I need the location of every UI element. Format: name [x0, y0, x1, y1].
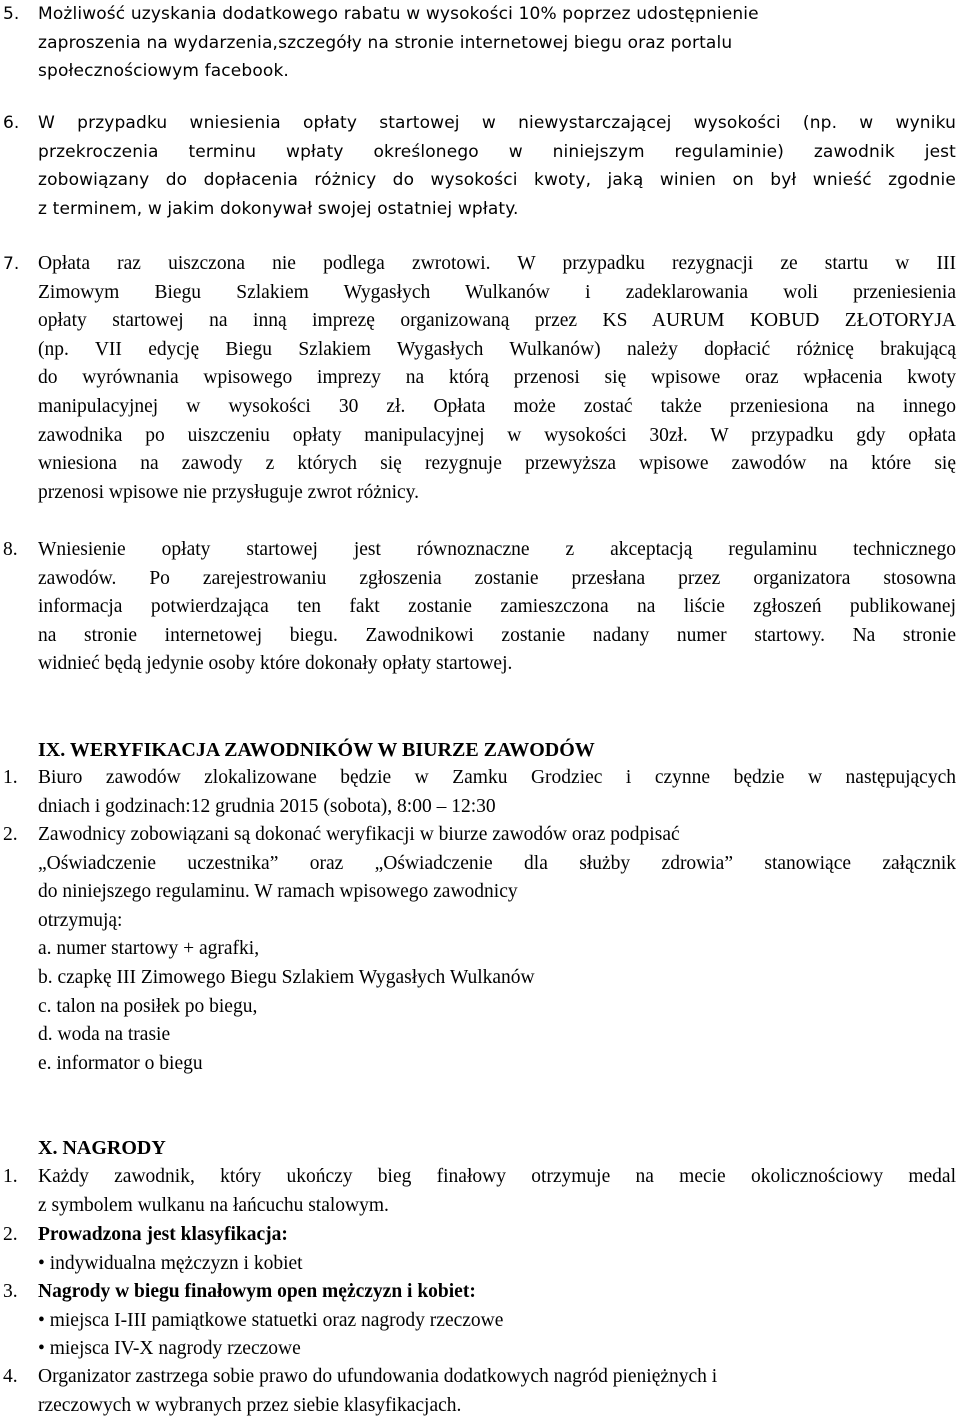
- text-line: zawodów. Po zarejestrowaniu zgłoszenia zostanie przesłana przez organizatora stosowna: [38, 567, 956, 589]
- item-number: 5.: [3, 4, 20, 24]
- text-line: W przypadku wniesienia opłaty startowej w niewystarczającej wysokości (np. w wyniku: [38, 113, 956, 133]
- text-line: • miejsca I-III pamiątkowe statuetki oraz nagrody rzeczowe: [38, 1309, 504, 1331]
- text-line: Prowadzona jest klasyfikacja:: [38, 1224, 288, 1245]
- text-line: e. informator o biegu: [38, 1052, 203, 1074]
- item-number: 7.: [3, 254, 20, 274]
- text-line: otrzymują:: [38, 909, 123, 931]
- text-line: z symbolem wulkanu na łańcuchu stalowym.: [38, 1194, 389, 1216]
- text-line: Wniesienie opłaty startowej jest równoznaczne z akceptacją regulaminu technicznego: [38, 539, 956, 560]
- section-heading: X. NAGRODY: [38, 1137, 166, 1159]
- text-line: do niniejszego regulaminu. W ramach wpisowego zawodnicy: [38, 881, 518, 903]
- item-text: [38, 536, 956, 679]
- text-line: Zawodnicy zobowiązani są dokonać weryfikacji w biurze zawodów oraz podpisać: [38, 824, 680, 845]
- text-line: „Oświadczenie uczestnika” oraz „Oświadczenie dla służby zdrowia” stanowiące załącznik: [38, 852, 956, 874]
- text-line: widnieć będą jedynie osoby które dokonały opłaty startowej.: [38, 653, 513, 675]
- item-number: 2.: [3, 1224, 18, 1245]
- text-line: do wyrównania wpisowego imprezy na którą przenosi się wpisowe oraz wpłacenia kwoty: [38, 367, 956, 389]
- text-line: społecznościowym facebook.: [38, 61, 289, 82]
- item-text: [38, 1278, 956, 1364]
- item-text: [38, 1221, 956, 1278]
- text-line: Zimowym Biegu Szlakiem Wygasłych Wulkanów i zadeklarowania woli przeniesienia: [38, 281, 956, 303]
- item-number: 4.: [3, 1366, 18, 1387]
- text-line: rzeczowych w wybranych przez siebie klasyfikacjach.: [38, 1394, 462, 1416]
- item-number: 8.: [3, 539, 18, 560]
- item-text: [38, 250, 956, 507]
- text-line: zaproszenia na wydarzenia,szczegóły na stronie internetowej biegu oraz portalu: [38, 32, 733, 53]
- text-line: dniach i godzinach:12 grudnia 2015 (sobota), 8:00 – 12:30: [38, 795, 496, 817]
- item-text: [38, 821, 956, 1078]
- text-line: Biuro zawodów zlokalizowane będzie w Zamku Grodziec i czynne będzie w następujących: [38, 767, 956, 788]
- text-line: przenosi wpisowe nie przysługuje zwrot różnicy.: [38, 481, 420, 503]
- text-line: wniesiona na zawody z których się rezygnuje przewyższa wpisowe zawodów na które się: [38, 453, 956, 475]
- item-text: [38, 0, 956, 86]
- text-line: z terminem, w jakim dokonywał swojej ostatniej wpłaty.: [38, 198, 519, 219]
- item-number: 6.: [3, 113, 20, 133]
- item-number: 3.: [3, 1281, 18, 1302]
- text-line: (np. VII edycję Biegu Szlakiem Wygasłych Wulkanów) należy dopłacić różnicę brakującą: [38, 338, 956, 360]
- text-line: Opłata raz uiszczona nie podlega zwrotowi. W przypadku rezygnacji ze startu w III: [38, 253, 956, 274]
- section-heading: IX. WERYFIKACJA ZAWODNIKÓW W BIURZE ZAWODÓW: [38, 739, 595, 761]
- text-line: Nagrody w biegu finałowym open mężczyzn i kobiet:: [38, 1281, 476, 1302]
- text-line: • indywidualna mężczyzn i kobiet: [38, 1252, 303, 1274]
- item-text: [38, 1363, 956, 1420]
- text-line: zobowiązany do dopłacenia różnicy do wysokości kwoty, jaką winien on był wnieść zgodnie: [38, 170, 956, 191]
- item-number: 1.: [3, 1166, 18, 1187]
- text-line: informacja potwierdzająca ten fakt zostanie zamieszczona na liście zgłoszeń publikowanej: [38, 596, 956, 618]
- text-line: zawodnika po uiszczeniu opłaty manipulacyjnej w wysokości 30zł. W przypadku gdy opłata: [38, 424, 956, 446]
- item-text: [38, 1163, 956, 1220]
- item-text: [38, 109, 956, 223]
- text-line: c. talon na posiłek po biegu,: [38, 995, 258, 1017]
- text-line: na stronie internetowej biegu. Zawodnikowi zostanie nadany numer startowy. Na stronie: [38, 624, 956, 646]
- item-text: [38, 764, 956, 821]
- item-number: 2.: [3, 824, 18, 845]
- text-line: Organizator zastrzega sobie prawo do ufundowania dodatkowych nagród pieniężnych i: [38, 1366, 718, 1387]
- text-line: b. czapkę III Zimowego Biegu Szlakiem Wygasłych Wulkanów: [38, 966, 535, 988]
- text-line: Każdy zawodnik, który ukończy bieg finałowy otrzymuje na mecie okolicznościowy medal: [38, 1166, 956, 1187]
- text-line: Możliwość uzyskania dodatkowego rabatu w wysokości 10% poprzez udostępnienie: [38, 4, 759, 24]
- text-line: • miejsca IV-X nagrody rzeczowe: [38, 1338, 301, 1360]
- item-number: 1.: [3, 767, 18, 788]
- text-line: przekroczenia terminu wpłaty określonego w niniejszym regulaminie) zawodnik jest: [38, 141, 956, 162]
- text-line: opłaty startowej na inną imprezę organizowaną przez KS AURUM KOBUD ZŁOTORYJA: [38, 310, 956, 332]
- text-line: a. numer startowy + agrafki,: [38, 938, 260, 960]
- text-line: d. woda na trasie: [38, 1024, 171, 1046]
- text-line: manipulacyjnej w wysokości 30 zł. Opłata może zostać także przeniesiona na innego: [38, 395, 956, 417]
